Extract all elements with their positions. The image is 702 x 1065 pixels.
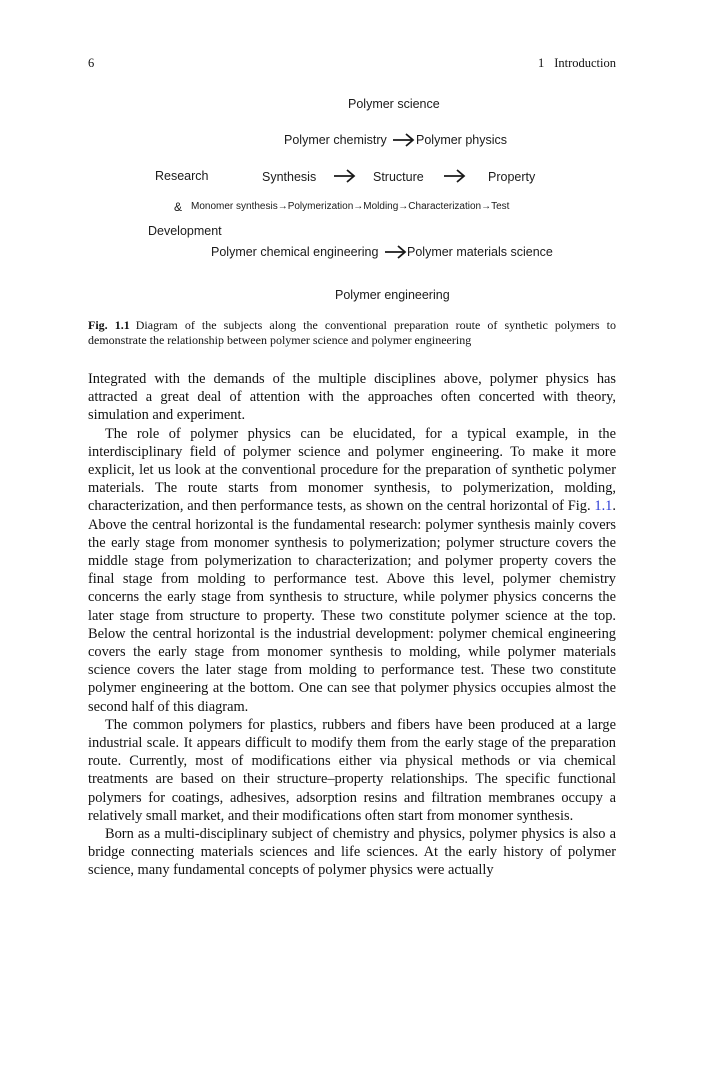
paragraph-text: . Above the central horizontal is the fundamental research: polymer synthesis mainly covers the early stage from monomer synthesis to polymerization; polymer structure covers the middle stage from polymerization to characterization; and polymer property covers the final stage from molding to performance test. Above this level, polymer chemistry concerns the early stage from synthesis to structure, while polymer physics concerns the later stage from structure to property. These two constitute polymer science at the top. Below the central horizontal is the industrial development: polymer chemical engineering covers the early stage from monomer synthesis to molding, while polymer materials science covers the later stage from molding to performance test. These two constitute polymer engineering at the bottom. One can see that polymer physics occupies almost the second half of this diagram. [88,498,616,715]
label-ampersand: & [174,200,183,214]
page-number: 6 [88,56,95,70]
arrow-synthesis-to-structure [333,168,357,184]
body-text [88,370,616,880]
paragraph: The common polymers for plastics, rubbers and fibers have been produced at a large industrial scale. It appears difficult to modify them from the early stage of the preparation route. Currently, most of modifications either via physical methods or via chemical treatments are based on their structure–property relationships. The specific functional polymers for coatings, adhesives, adsorption resins and filtration membranes occupy a relatively small market, and their modifications often start from monomer synthesis. [88,716,616,824]
arrow-structure-to-property [443,168,467,184]
paragraph: Born as a multi-disciplinary subject of chemistry and physics, polymer physics is also a bridge connecting materials sciences and life sciences. At the early history of polymer science, many fundamental concepts of polymer physics were actually [88,826,616,879]
chapter-number: 1 [537,56,545,70]
label-polymer-chemical-engineering: Polymer chemical engineering [211,245,379,259]
figure-label: Fig. 1.1 [88,318,130,332]
label-polymer-materials-science: Polymer materials science [407,245,553,259]
label-synthesis: Synthesis [262,170,317,184]
label-process-chain: Monomer synthesis→Polymerization→Molding→Characterization→Test [191,201,510,212]
label-structure: Structure [373,170,424,184]
arrow-chem-to-physics [392,132,416,148]
chapter-title: Introduction [554,56,616,70]
label-polymer-physics: Polymer physics [416,133,507,147]
arrow-chem-eng-to-materials [384,244,408,260]
figure-caption-text: Diagram of the subjects along the conventional preparation route of synthetic polymers to demonstrate the relationship between polymer science and polymer engineering [88,318,616,347]
label-research: Research [155,169,209,183]
paragraph: Integrated with the demands of the multiple disciplines above, polymer physics has attracted a great deal of attention with the approaches often concerted with theory, simulation and experiment. [88,371,616,424]
label-development: Development [148,224,222,238]
figure-diagram [0,0,702,310]
figure-reference-link[interactable]: 1.1 [594,498,613,515]
paragraph [88,425,616,716]
label-polymer-chemistry: Polymer chemistry [284,133,387,147]
label-polymer-science: Polymer science [348,97,440,111]
label-polymer-engineering: Polymer engineering [335,288,450,302]
label-property: Property [488,170,536,184]
paragraph-text: The role of polymer physics can be elucidated, for a typical example, in the interdisciplinary field of polymer science and polymer engineering. To make it more explicit, let us look at the conventional procedure for the preparation of synthetic polymer materials. The route starts from monomer synthesis, to polymerization, molding, characterization, and then performance tests, as shown on the central horizontal of Fig. [88,425,616,515]
figure-caption [88,318,616,348]
